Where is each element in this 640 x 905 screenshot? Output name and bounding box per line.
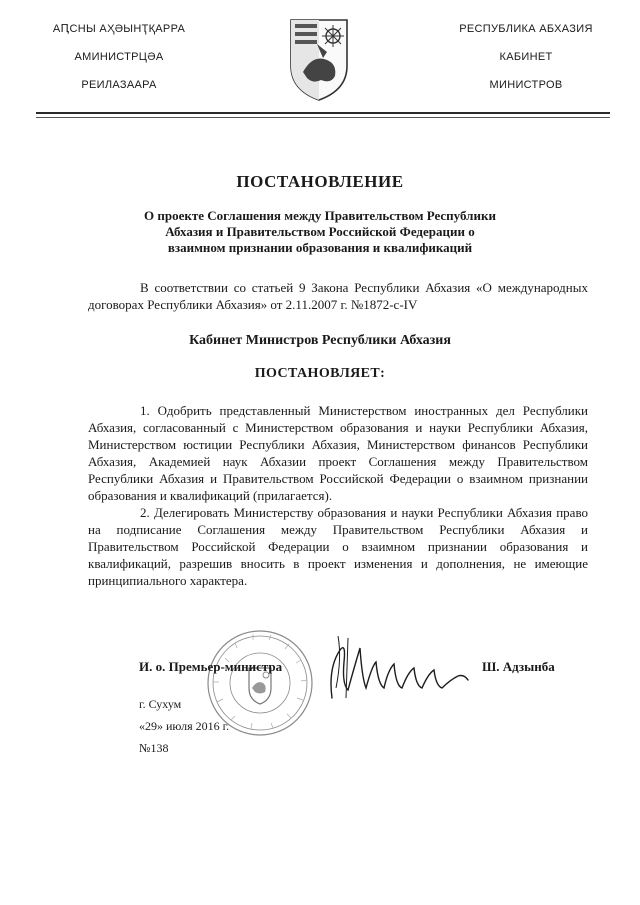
intro-text: В соответствии со статьей 9 Закона Республики Абхазия «О международных договорах Республики Абхазия» от 2.11.2007 г. №1872-с-IV <box>88 280 588 312</box>
header-right-line-3: МИНИСТРОВ <box>489 79 563 91</box>
header-rule-thin <box>36 117 610 118</box>
subject-line-1: О проекте Соглашения между Правительством Республики <box>144 208 496 223</box>
resolution-items <box>88 402 588 589</box>
subject-line-3: взаимном признании образования и квалификаций <box>167 240 473 255</box>
header-left-line-1: АԤСНЫ АҲӘЫНҬҚАРРА <box>52 23 186 35</box>
handwritten-signature <box>318 628 478 708</box>
resolution-item-2: 2. Делегировать Министерству образования и науки Республики Абхазия право на подписание Соглашения между Правительством Республики Абхазия и Правительством Российской Федерации о взаимном признании образования и квалификаций, разрешив вносить в проект изменения и дополнения, не имеющие принципиального характера. <box>88 505 588 588</box>
signatory-name: Ш. Адзынба <box>482 659 555 674</box>
header-right <box>446 22 606 106</box>
issue-date: «29» июля 2016 г. <box>139 719 230 733</box>
resolution-item-1: 1. Одобрить представленный Министерством иностранных дел Республики Абхазия, согласованный с Министерством образования и науки Республики Абхазия, Министерством юстиции Республики Абхазия, Министерством финансов Республики Абхазия, Академией наук Абхазии проект Соглашения между Правительством Республики Абхазия и Правительством Российской Федерации о взаимном признании образования и квалификаций (прилагается). <box>88 403 588 503</box>
signatory-position: И. о. Премьер-министра <box>139 659 283 674</box>
header-right-line-1: РЕСПУБЛИКА АБХАЗИЯ <box>459 23 593 35</box>
document-subject <box>120 208 520 256</box>
emblem-icon <box>287 14 351 102</box>
header-left <box>44 22 194 106</box>
header-left-line-2: АМИНИСТРЦӘА <box>74 51 164 63</box>
resolves-heading: ПОСТАНОВЛЯЕТ: <box>254 366 386 381</box>
issue-city: г. Сухум <box>139 697 182 711</box>
subject-line-2: Абхазия и Правительством Российской Федерации о <box>165 224 475 239</box>
issuing-body: Кабинет Министров Республики Абхазия <box>189 333 451 348</box>
intro-paragraph <box>88 279 588 313</box>
document-title: ПОСТАНОВЛЕНИЕ <box>236 172 404 191</box>
header-right-line-2: КАБИНЕТ <box>499 51 553 63</box>
header-left-line-3: РЕИЛАЗААРА <box>81 79 157 91</box>
document-number: №138 <box>139 741 169 755</box>
header-rule <box>36 112 610 114</box>
